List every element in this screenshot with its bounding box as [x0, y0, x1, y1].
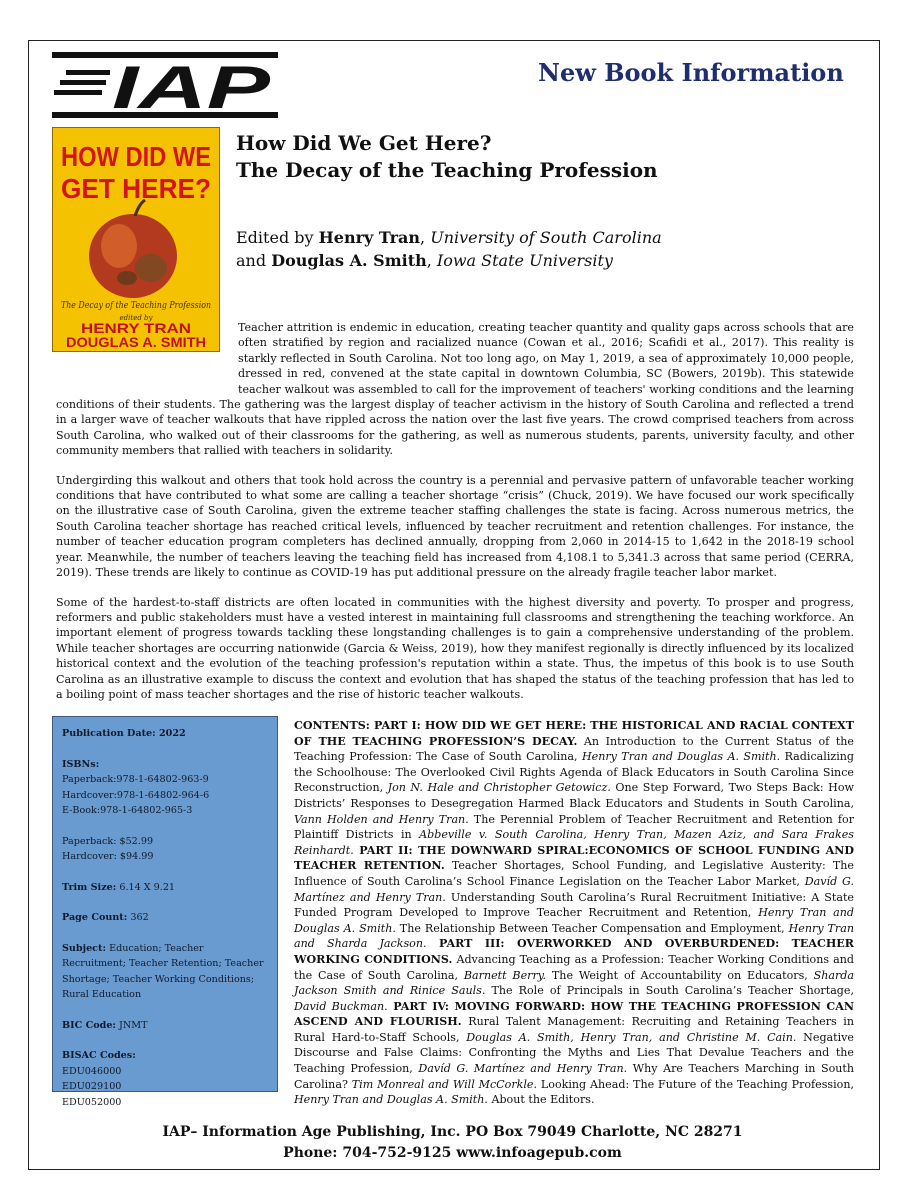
book-cover — [52, 127, 220, 352]
isbn-paperback: Paperback:978-1-64802-963-9 — [62, 774, 209, 785]
page-count-label: Page Count: — [62, 912, 128, 923]
isbns-label: ISBNs: — [62, 758, 100, 770]
book-description — [56, 320, 854, 716]
contents-author: Davíd G. Martínez and Henry Tran. — [294, 874, 854, 904]
bisac-codes-label: BISAC Codes: — [62, 1050, 136, 1061]
description-paragraph-1: Teacher attrition is endemic in education, creating teacher quantity and quality gaps across schools that are often stratified by region and racialized nuance (Cowan et al., 2016; Scafidi et al., 2017). This reality is starkly reflected in South Carolina. Not too long ago, on May 1, 2019, a sea of approximately 10,000 people, dressed in red, convened at the state capital in downtown Columbia, SC (Bowers, 2019b). This statewide teacher walkout was assembled to call for the improvement of teachers' working conditions and the learning conditions of their students. The gathering was the largest display of teacher activism in the history of South Carolina and reflected a trend in a larger wave of teacher walkouts that have rippled across the nation over the last five years. The crowd comprised teachers from across South Carolina, who walked out of their classrooms for the gathering, as well as numerous students, parents, university faculty, and other community members that rallied with teachers in solidarity. — [56, 321, 854, 458]
editor2-name: Douglas A. Smith — [271, 251, 427, 270]
description-paragraph-3: Some of the hardest-to-staff districts are often located in communities with the highest diversity and poverty. To prosper and progress, reformers and public stakeholders must have a vested interest in maintaining full classrooms and strengthening the teaching workforce. An important element of progress towards tackling these longstanding challenges is to gain a comprehensive understanding of the problem. While teacher shortages are occurring nationwide (Garcia & Weiss, 2019), how they manifest regionally is directly influenced by its localized historical context and the evolution of the teaching profession's reputation within a state. Thus, the impetus of this book is to use South Carolina as an illustrative example to discuss the context and evolution that has shaped the status of the teaching profession that has led to a boiling point of mass teacher shortages and the rise of historic teacher walkouts. — [56, 595, 854, 701]
cover-subtitle: The Decay of the Teaching Profession — [61, 301, 212, 311]
contents-text: The Weight of Accountability on Educators, — [546, 968, 814, 982]
contents-author: Henry Tran and Douglas A. Smith. — [581, 750, 781, 764]
cover-editor1: HENRY TRAN — [81, 320, 191, 336]
cover-editor2: DOUGLAS A. SMITH — [66, 334, 206, 350]
isbn-ebook: E-Book:978-1-64802-965-3 — [62, 805, 193, 816]
contents-text: An Introduction to the Current Status of the Teaching Profession: The Case of South Carolina, — [294, 734, 854, 764]
editor1-name: Henry Tran — [318, 228, 421, 247]
contents-part4-heading: PART IV: MOVING FORWARD: HOW THE TEACHING PROFESSION CAN ASCEND AND FLOURISH. — [294, 999, 854, 1029]
contents-author: Vann Holden and Henry Tran. — [294, 812, 469, 826]
page-count-value: 362 — [130, 912, 149, 923]
bic-code-label: BIC Code: — [62, 1019, 116, 1031]
contents-text: Teacher Shortages, School Funding, and Legislative Austerity: The Influence of South Carolina’s School Finance Legislation on the Teacher Labor Market, — [294, 859, 854, 888]
contents-text: About the Editors. — [487, 1093, 595, 1107]
publication-date: Publication Date: 2022 — [62, 728, 186, 739]
editors: Edited by Henry Tran, University of South Carolina and Douglas A. Smith, Iowa State University — [236, 228, 662, 270]
description-paragraph-2: Undergirding this walkout and others that took hold across the country is a perennial and pervasive pattern of unfavorable teacher working conditions that have contributed to what some are calling a teacher shortage “crisis” (Chuck, 2019). We have focused our work specifically on the illustrative case of South Carolina, given the extreme teacher staffing challenges the state is facing. Across numerous metrics, the South Carolina teacher shortage has reached critical levels, influenced by teacher recruitment and retention challenges. For instance, the number of teacher education program completers has declined annually, dropping from 2,060 in 2014-15 to 1,642 in the 2018-19 school year. Meanwhile, the number of teachers leaving the teaching field has increased from 4,108.1 to 5,341.3 across that same period (CERRA, 2019). These trends are likely to continue as COVID-19 has put additional pressure on the already fragile teacher labor market. — [56, 473, 854, 580]
logo-text: IAP — [112, 54, 272, 121]
cover-title-line2: GET HERE? — [61, 173, 211, 204]
trim-size-value: 6.14 X 9.21 — [119, 881, 176, 893]
header-title: New Book Information — [538, 58, 844, 87]
contents-text: The Perennial Problem of Teacher Recruitment and Retention for Plaintiff Districts in — [294, 812, 854, 842]
contents-text: Looking Ahead: The Future of the Teaching Profession, — [537, 1077, 855, 1091]
cover-title-line1: HOW DID WE — [61, 141, 211, 172]
contents-text: Rural Talent Management: Recruiting and Retaining Teachers in Rural Hard-to-Staff Schools, — [294, 1015, 854, 1044]
book-title — [236, 130, 658, 184]
contents-author: Tim Monreal and Will McCorkle. — [351, 1077, 538, 1091]
and-label: and — [236, 251, 267, 270]
contents-part1-heading: CONTENTS: PART I: HOW DID WE GET HERE: THE HISTORICAL AND RACIAL CONTEXT OF THE TEACHING PROFESSION’S DECAY. — [294, 719, 854, 748]
contents-text: Advancing Teaching as a Profession: Teacher Working Conditions and the Case of South Carolina, — [294, 952, 854, 982]
contents-text: The Role of Principals in South Carolina’s Teacher Shortage, — [485, 984, 854, 998]
edited-by-label: Edited by — [236, 228, 314, 247]
contents-part3-heading: PART III: OVERWORKED AND OVERBURDENED: TEACHER WORKING CONDITIONS. — [294, 937, 854, 966]
price-hardcover: Hardcover: $94.99 — [62, 851, 154, 862]
contents-text: The Relationship Between Teacher Compensation and Employment, — [395, 921, 789, 935]
subject-label: Subject: — [62, 942, 107, 954]
contents-text: One Step Forward, Two Steps Back: How Districts’ Responses to Desegregation Harmed Black Educators and Students in South Carolina, — [294, 781, 855, 810]
contents-author: David Buckman. — [294, 999, 388, 1013]
contents-author: Henry Tran and Douglas A. Smith. — [294, 1093, 488, 1107]
rotten-apple-icon — [89, 200, 177, 298]
contents-part2-heading: PART II: THE DOWNWARD SPIRAL:ECONOMICS OF SCHOOL FUNDING AND TEACHER RETENTION. — [294, 843, 854, 873]
book-title-line1: How Did We Get Here? — [236, 131, 492, 155]
contents-text: Why Are Teachers Marching in South Carolina? — [294, 1062, 854, 1091]
contents-text: Understanding South Carolina’s Rural Recruitment Initiative: A State Funded Program Developed to Improve Teacher Recruitment and Retention, — [294, 890, 854, 920]
footer-contact: Phone: 704-752-9125 www.infoagepub.com — [283, 1145, 622, 1161]
subject-value: Education; Teacher Recruitment; Teacher Retention; Teacher Shortage; Teacher Working Conditions; Rural Education — [62, 942, 264, 1000]
bisac-code-2: EDU029100 — [62, 1081, 122, 1092]
contents-author: Douglas A. Smith, Henry Tran, and Christine M. Cain. — [466, 1030, 797, 1044]
trim-size-label: Trim Size: — [62, 881, 117, 893]
contents-author: Abbeville v. South Carolina, Henry Tran, Mazen Aziz, and Sara Frakes Reinhardt. — [294, 828, 854, 857]
contents-author: Davíd G. Martínez and Henry Tran. — [418, 1062, 628, 1076]
editor2-affiliation: Iowa State University — [436, 251, 613, 270]
book-title-line2: The Decay of the Teaching Profession — [236, 158, 658, 182]
editor1-affiliation: University of South Carolina — [430, 228, 662, 247]
iap-logo — [52, 52, 278, 121]
isbn-hardcover: Hardcover:978-1-64802-964-6 — [62, 789, 210, 801]
cover-edited-by: edited by — [119, 314, 153, 322]
bisac-code-1: EDU046000 — [62, 1065, 122, 1077]
bisac-code-3: EDU052000 — [62, 1096, 122, 1108]
price-paperback: Paperback: $52.99 — [62, 835, 154, 847]
contents-author: Henry Tran and Douglas A. Smith. — [294, 906, 854, 935]
contents-text: Negative Discourse and False Claims: Confronting the Myths and Lies That Devalue Teachers and the Teaching Profession, — [294, 1030, 854, 1076]
contents-author: Henry Tran and Sharda Jackson. — [294, 921, 854, 951]
table-of-contents — [294, 718, 854, 1108]
footer-address: IAP– Information Age Publishing, Inc. PO Box 79049 Charlotte, NC 28271 — [162, 1124, 743, 1140]
contents-author: Sharda Jackson Smith and Rinice Sauls. — [294, 968, 855, 998]
contents-author: Barnett Berry. — [463, 968, 547, 982]
publication-details-box — [52, 716, 278, 1108]
bic-code-value: JNMT — [119, 1019, 148, 1031]
contents-author: Jon N. Hale and Christopher Getowicz. — [387, 781, 611, 795]
contents-text: Radicalizing the Schoolhouse: The Overlooked Civil Rights Agenda of Black Educators in South Carolina Since Reconstruction, — [294, 750, 855, 795]
